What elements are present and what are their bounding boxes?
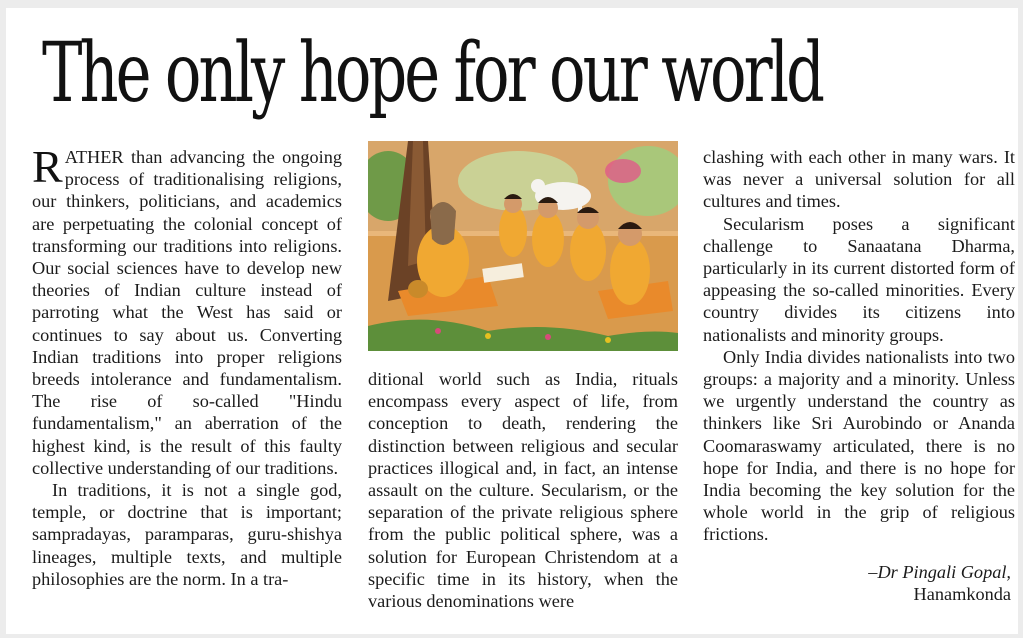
column-3	[703, 146, 1015, 546]
column-1	[32, 141, 342, 590]
author-place: Hanamkonda	[913, 584, 1011, 605]
paragraph-3: Secularism poses a significant challenge to Sanaatana Dharma, particularly in its current distorted form of appeasing the so-called minorities. Every country divides its citizens into nationalists and minority groups.	[703, 213, 1015, 345]
guru-teaching-disciples-illustration	[368, 141, 678, 351]
paragraph-1-text: ATHER than advancing the ongoing process of traditionalising religions, our thinkers, politicians, and academics are perpetuating the colonial concept of transforming our traditions into religions. Our social sciences have to develop new theories of Indian culture instead of parroting what the West has said or continues to say about us. Converting Indian traditions into proper religions breeds intolerance and fundamentalism. The rise of so-called "Hindu fundamentalism," an aberration of the highest kind, is the result of this faulty collective understanding of our traditions.	[32, 147, 342, 478]
drop-cap: R	[32, 141, 63, 192]
paragraph-4: Only India divides nationalists into two groups: a majority and a minority. Unless we urgently understand the country as thinkers like Sri Aurobindo or Ananda Coomaraswamy articulated, there is no hope for India, and there is no hope for India becoming the key solution for the whole world in the grip of religious frictions.	[703, 346, 1015, 545]
author-name: –Dr Pingali Gopal,	[868, 562, 1011, 582]
headline: The only hope for our world	[42, 26, 823, 121]
newspaper-page	[6, 8, 1018, 634]
paragraph-2-continued: ditional world such as India, rituals encompass every aspect of life, from conception to death, rendering the distinction between religious and secular practices illogical and, in fact, an intense assault on the culture. Secularism, or the separation of the private religious sphere from the public political sphere, was a solution for European Christendom at a specific time in its history, when the various denominations were	[368, 369, 678, 612]
author-signature	[806, 561, 1011, 605]
paragraph-2-end: clashing with each other in many wars. It was never a universal solution for all cultures and times.	[703, 147, 1015, 212]
paragraph-1	[32, 141, 342, 479]
column-2	[368, 368, 678, 612]
paragraph-2-start: In traditions, it is not a single god, temple, or doctrine that is important; sampradayas, paramparas, guru-shishya lineages, multiple texts, and multiple philosophies are the norm. In a tra-	[32, 480, 342, 589]
